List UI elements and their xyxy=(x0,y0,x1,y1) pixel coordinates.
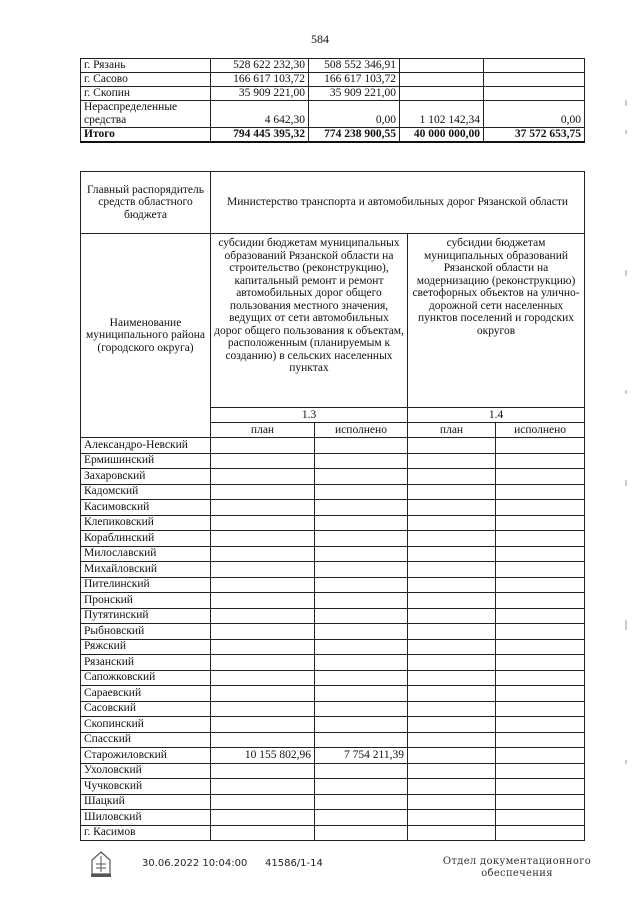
municipality-row xyxy=(81,810,585,826)
municipality-row xyxy=(81,717,585,733)
municipality-cell-d1 xyxy=(315,763,408,779)
municipality-cell-p1 xyxy=(211,500,315,516)
summary-row xyxy=(81,59,585,73)
summary-cell-c2: 35 909 221,00 xyxy=(309,87,400,101)
municipality-cell-p2 xyxy=(408,717,496,733)
summary-total-label: Итого xyxy=(81,128,211,143)
municipality-cell-p2 xyxy=(408,732,496,748)
summary-row xyxy=(81,101,585,128)
municipality-name: Рязанский xyxy=(81,655,211,671)
municipality-cell-d2 xyxy=(496,593,585,609)
municipality-row xyxy=(81,624,585,640)
emblem-icon xyxy=(88,850,114,878)
municipality-name: Чучковский xyxy=(81,779,211,795)
main-table xyxy=(80,171,585,841)
municipality-cell-d1 xyxy=(315,608,408,624)
municipality-cell-d1 xyxy=(315,825,408,841)
municipality-name: Шацкий xyxy=(81,794,211,810)
municipality-name: Кораблинский xyxy=(81,531,211,547)
municipality-cell-p2 xyxy=(408,531,496,547)
municipality-row xyxy=(81,469,585,485)
municipality-cell-d2 xyxy=(496,655,585,671)
municipality-cell-p1 xyxy=(211,779,315,795)
footer-doc-number: 41586/1-14 xyxy=(265,858,323,869)
municipality-cell-p1 xyxy=(211,825,315,841)
municipality-cell-p2 xyxy=(408,577,496,593)
municipality-cell-d2 xyxy=(496,639,585,655)
municipality-cell-d2 xyxy=(496,732,585,748)
municipality-cell-d2 xyxy=(496,748,585,764)
municipality-cell-d1 xyxy=(315,577,408,593)
municipality-cell-d2 xyxy=(496,717,585,733)
municipality-cell-p2 xyxy=(408,593,496,609)
municipality-cell-d2 xyxy=(496,810,585,826)
municipality-row xyxy=(81,453,585,469)
municipality-cell-d2 xyxy=(496,515,585,531)
municipality-cell-d2 xyxy=(496,763,585,779)
municipality-cell-d2 xyxy=(496,562,585,578)
municipality-cell-p2 xyxy=(408,515,496,531)
municipality-cell-d1 xyxy=(315,469,408,485)
municipality-cell-p1 xyxy=(211,469,315,485)
page-number: 584 xyxy=(311,32,329,46)
main-table-body xyxy=(81,172,585,841)
municipality-cell-p1 xyxy=(211,546,315,562)
summary-row-name: г. Рязань xyxy=(81,59,211,73)
municipality-name: Александро-Невский xyxy=(81,438,211,454)
header-row-subsidies xyxy=(81,234,585,408)
municipality-name: Клепиковский xyxy=(81,515,211,531)
municipality-name: Сасовский xyxy=(81,701,211,717)
municipality-cell-p1 xyxy=(211,562,315,578)
municipality-cell-p1 xyxy=(211,438,315,454)
municipality-cell-p1 xyxy=(211,624,315,640)
summary-cell-c4 xyxy=(484,59,585,73)
municipality-name: Михайловский xyxy=(81,562,211,578)
municipality-cell-p1: 10 155 802,96 xyxy=(211,748,315,764)
municipality-cell-p1 xyxy=(211,701,315,717)
municipality-row xyxy=(81,531,585,547)
municipality-name: Старожиловский xyxy=(81,748,211,764)
subsidy-1-code: 1.3 xyxy=(211,408,408,423)
municipality-cell-p2 xyxy=(408,748,496,764)
footer-datetime: 30.06.2022 10:04:00 xyxy=(142,858,248,869)
municipality-row xyxy=(81,779,585,795)
municipality-cell-p1 xyxy=(211,655,315,671)
municipality-cell-d1 xyxy=(315,624,408,640)
municipality-cell-d2 xyxy=(496,608,585,624)
municipality-cell-p1 xyxy=(211,515,315,531)
municipality-cell-d1 xyxy=(315,670,408,686)
municipality-row xyxy=(81,732,585,748)
municipality-cell-p1 xyxy=(211,810,315,826)
municipality-name: Пронский xyxy=(81,593,211,609)
municipality-row xyxy=(81,593,585,609)
municipality-cell-d1 xyxy=(315,655,408,671)
municipality-row xyxy=(81,763,585,779)
subsidy-1-description: субсидии бюджетам муниципальных образований Рязанской области на строительство (реконструкцию), капитальный ремонт и ремонт автомобильных дорог общего пользования местного значения, ведущих от сети автомобильных дорог общего пользования к объектам, расположенным (планируемым к созданию) в сельских населенных пунктах xyxy=(211,234,408,408)
municipality-cell-p2 xyxy=(408,453,496,469)
municipality-cell-p1 xyxy=(211,732,315,748)
municipality-cell-d1 xyxy=(315,453,408,469)
municipality-name: г. Касимов xyxy=(81,825,211,841)
municipality-cell-p2 xyxy=(408,639,496,655)
municipality-cell-p1 xyxy=(211,670,315,686)
header-row-ministry xyxy=(81,172,585,234)
municipality-cell-p2 xyxy=(408,469,496,485)
municipality-name: Скопинский xyxy=(81,717,211,733)
summary-cell-c3 xyxy=(400,73,484,87)
municipality-cell-p1 xyxy=(211,577,315,593)
head-admin-label: Главный распорядитель средств областного бюджета xyxy=(81,172,211,234)
summary-cell-c1: 528 622 232,30 xyxy=(211,59,309,73)
stamp-line-2: обеспечения xyxy=(481,868,553,879)
municipality-cell-d1 xyxy=(315,593,408,609)
municipality-cell-d1 xyxy=(315,500,408,516)
municipality-cell-d1 xyxy=(315,686,408,702)
municipality-row xyxy=(81,748,585,764)
municipality-name: Ермишинский xyxy=(81,453,211,469)
done-label-2: исполнено xyxy=(496,423,585,438)
summary-cell-c1: 166 617 103,72 xyxy=(211,73,309,87)
municipality-cell-p2 xyxy=(408,500,496,516)
municipality-cell-p2 xyxy=(408,608,496,624)
municipality-cell-d1 xyxy=(315,779,408,795)
summary-row xyxy=(81,87,585,101)
summary-row-name: Нераспределенные средства xyxy=(81,101,211,128)
municipality-cell-p1 xyxy=(211,453,315,469)
summary-cell-c4 xyxy=(484,87,585,101)
subsidy-2-description: субсидии бюджетам муниципальных образований Рязанской области на модернизацию (реконструкцию) светофорных объектов на улично-дорожной сети населенных пунктов поселений и городских округов xyxy=(408,234,585,408)
municipality-name: Пителинский xyxy=(81,577,211,593)
summary-cell-c1: 4 642,30 xyxy=(211,101,309,128)
municipality-name: Спасский xyxy=(81,732,211,748)
municipality-cell-p2 xyxy=(408,763,496,779)
municipality-cell-p1 xyxy=(211,686,315,702)
municipality-cell-p2 xyxy=(408,546,496,562)
municipality-row xyxy=(81,500,585,516)
municipality-cell-d1 xyxy=(315,438,408,454)
municipality-name: Захаровский xyxy=(81,469,211,485)
municipality-row xyxy=(81,825,585,841)
municipality-cell-p1 xyxy=(211,763,315,779)
summary-cell-c4 xyxy=(484,73,585,87)
municipality-name: Шиловский xyxy=(81,810,211,826)
municipality-cell-p1 xyxy=(211,593,315,609)
municipality-cell-d1 xyxy=(315,484,408,500)
municipality-cell-d2 xyxy=(496,531,585,547)
municipality-cell-p2 xyxy=(408,686,496,702)
municipality-cell-d2 xyxy=(496,469,585,485)
summary-cell-c2: 0,00 xyxy=(309,101,400,128)
municipality-row xyxy=(81,515,585,531)
municipality-cell-d2 xyxy=(496,577,585,593)
summary-total-c1: 794 445 395,32 xyxy=(211,128,309,143)
ministry-name: Министерство транспорта и автомобильных дорог Рязанской области xyxy=(211,172,585,234)
municipality-name: Касимовский xyxy=(81,500,211,516)
municipality-cell-d1 xyxy=(315,639,408,655)
municipality-row xyxy=(81,577,585,593)
municipality-row xyxy=(81,639,585,655)
municipality-name: Кадомский xyxy=(81,484,211,500)
municipality-row xyxy=(81,794,585,810)
municipality-name: Милославский xyxy=(81,546,211,562)
municipality-cell-p2 xyxy=(408,825,496,841)
municipality-cell-d2 xyxy=(496,779,585,795)
municipality-name: Сапожковский xyxy=(81,670,211,686)
municipality-cell-p2 xyxy=(408,484,496,500)
municipality-cell-p1 xyxy=(211,717,315,733)
municipality-cell-p2 xyxy=(408,624,496,640)
summary-cell-c4: 0,00 xyxy=(484,101,585,128)
municipality-row xyxy=(81,562,585,578)
summary-cell-c3: 1 102 142,34 xyxy=(400,101,484,128)
municipality-cell-d2 xyxy=(496,546,585,562)
municipality-cell-d1 xyxy=(315,717,408,733)
summary-row xyxy=(81,73,585,87)
municipality-row xyxy=(81,670,585,686)
municipality-row xyxy=(81,686,585,702)
municipality-cell-d2 xyxy=(496,686,585,702)
municipality-row xyxy=(81,655,585,671)
summary-row-name: г. Скопин xyxy=(81,87,211,101)
municipality-name: Ухоловский xyxy=(81,763,211,779)
municipality-cell-d1 xyxy=(315,810,408,826)
municipality-cell-d1: 7 754 211,39 xyxy=(315,748,408,764)
municipality-cell-p1 xyxy=(211,531,315,547)
municipality-cell-p2 xyxy=(408,779,496,795)
summary-cell-c2: 166 617 103,72 xyxy=(309,73,400,87)
municipality-name: Сараевский xyxy=(81,686,211,702)
municipality-row xyxy=(81,484,585,500)
summary-table xyxy=(80,58,585,143)
summary-total-c2: 774 238 900,55 xyxy=(309,128,400,143)
margin-marks xyxy=(622,60,632,880)
municipality-cell-p2 xyxy=(408,562,496,578)
summary-cell-c3 xyxy=(400,59,484,73)
municipality-cell-d1 xyxy=(315,701,408,717)
municipality-row xyxy=(81,608,585,624)
municipality-cell-d2 xyxy=(496,624,585,640)
summary-cell-c2: 508 552 346,91 xyxy=(309,59,400,73)
municipality-cell-d2 xyxy=(496,794,585,810)
department-stamp xyxy=(442,856,592,880)
municipality-row xyxy=(81,438,585,454)
municipality-cell-d2 xyxy=(496,438,585,454)
stamp-line-1: Отдел документационного xyxy=(442,856,592,867)
municipality-cell-p2 xyxy=(408,810,496,826)
municipality-cell-p1 xyxy=(211,608,315,624)
summary-total-row xyxy=(81,128,585,143)
municipality-cell-d2 xyxy=(496,453,585,469)
summary-table-body xyxy=(81,59,585,143)
municipality-cell-d2 xyxy=(496,670,585,686)
municipality-cell-d1 xyxy=(315,732,408,748)
summary-total-c3: 40 000 000,00 xyxy=(400,128,484,143)
summary-total-c4: 37 572 653,75 xyxy=(484,128,585,143)
subsidy-2-code: 1.4 xyxy=(408,408,585,423)
municipality-name: Ряжский xyxy=(81,639,211,655)
summary-cell-c1: 35 909 221,00 xyxy=(211,87,309,101)
municipality-row xyxy=(81,701,585,717)
municipality-cell-d2 xyxy=(496,484,585,500)
municipality-cell-d1 xyxy=(315,562,408,578)
municipality-cell-p2 xyxy=(408,655,496,671)
municipality-cell-p1 xyxy=(211,794,315,810)
summary-row-name: г. Сасово xyxy=(81,73,211,87)
municipality-cell-d1 xyxy=(315,794,408,810)
municipality-cell-p2 xyxy=(408,701,496,717)
municipality-name: Путятинский xyxy=(81,608,211,624)
municipality-cell-d1 xyxy=(315,531,408,547)
plan-label-2: план xyxy=(408,423,496,438)
municipality-label: Наименование муниципального района (городского округа) xyxy=(81,234,211,438)
municipality-cell-p2 xyxy=(408,438,496,454)
municipality-row xyxy=(81,546,585,562)
summary-cell-c3 xyxy=(400,87,484,101)
municipality-cell-d1 xyxy=(315,546,408,562)
municipality-cell-p2 xyxy=(408,794,496,810)
municipality-cell-p2 xyxy=(408,670,496,686)
plan-label-1: план xyxy=(211,423,315,438)
municipality-cell-p1 xyxy=(211,639,315,655)
municipality-cell-p1 xyxy=(211,484,315,500)
municipality-name: Рыбновский xyxy=(81,624,211,640)
municipality-cell-d2 xyxy=(496,500,585,516)
municipality-cell-d2 xyxy=(496,701,585,717)
municipality-cell-d1 xyxy=(315,515,408,531)
municipality-cell-d2 xyxy=(496,825,585,841)
done-label-1: исполнено xyxy=(315,423,408,438)
